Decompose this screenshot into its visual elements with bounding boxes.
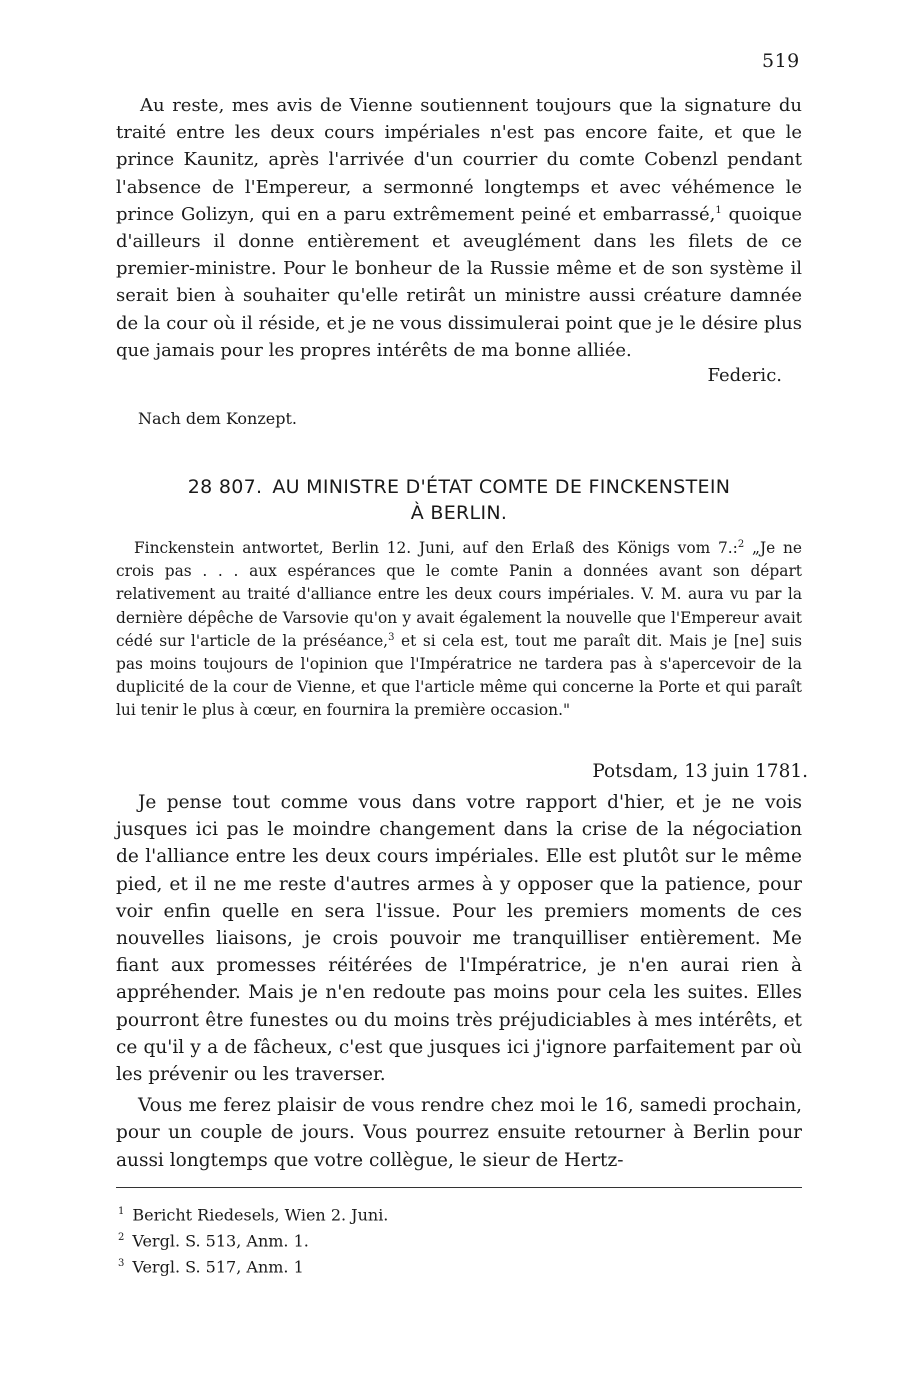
- footnote-ref-1: 1: [715, 204, 722, 216]
- letter-title: AU MINISTRE D'ÉTAT COMTE DE FINCKENSTEIN: [272, 476, 731, 498]
- reply-text-a: Finckenstein antwortet, Berlin 12. Juni, auf den Erlaß des Königs vom 7.:: [134, 539, 738, 557]
- dateline: Potsdam, 13 juin 1781.: [592, 761, 808, 782]
- footnote-3: [118, 1253, 388, 1279]
- reply-paragraph: [116, 537, 802, 723]
- footnotes: [118, 1201, 388, 1278]
- footnote-text: Vergl. S. 513, Anm. 1.: [132, 1231, 309, 1251]
- signature-row: [116, 364, 802, 390]
- footnote-ref-2: 2: [737, 538, 745, 550]
- previous-letter-ending: [116, 92, 802, 390]
- footnote-2: [118, 1227, 388, 1253]
- letter-heading: [116, 474, 802, 526]
- footnote-mark: 2: [118, 1231, 125, 1243]
- previous-text-b: quoique d'ailleurs il donne entièrement et aveuglément dans les filets de ce premier-ministre. Pour le bonheur de la Russie même et de son système il serait bien à souhaiter qu'elle retirât un ministre aussi créature damnée de la cour où il réside, et je ne vous dissimulerai point que je le désire plus que jamais pour les propres intérêts de ma bonne alliée.: [116, 203, 802, 361]
- reply-text-b: „Je ne crois pas . . . aux espérances que le comte Panin a données avant son départ relativement au traité d'alliance entre les deux cours impériales. V. M. aura vu par la dernière dépêche de Varsovie qu'on y avait également la nouvelle que l'Empereur avait cédé sur l'article de la préséance,: [116, 539, 803, 650]
- footnote-text: Vergl. S. 517, Anm. 1: [132, 1256, 304, 1276]
- letter-number: 28 807.: [187, 476, 263, 498]
- footnote-mark: 3: [118, 1257, 125, 1269]
- previous-letter-paragraph: [116, 92, 802, 364]
- reply-text-c: et si cela est, tout me paraît dit. Mais je [ne] suis pas moins toujours de l'opinion que l'Impératrice ne tardera pas à s'apercevoir de la duplicité de la cour de Vienne, et que l'article même qui concerne la Porte et qui paraît lui tenir le plus à cœur, en fournira la première occasion.": [116, 631, 802, 720]
- footnote-divider: [116, 1187, 802, 1188]
- footnote-ref-3: 3: [388, 631, 395, 643]
- footnote-1: [118, 1201, 388, 1227]
- body-paragraph-2: Vous me ferez plaisir de vous rendre chez moi le 16, samedi prochain, pour un couple de jours. Vous pourrez ensuite retourner à Berlin pour aussi longtemps que votre collègue, le sieur de Hertz-: [116, 1095, 802, 1171]
- body-paragraph-1: Je pense tout comme vous dans votre rapport d'hier, et je ne vois jusques ici pas le moindre changement dans la crise de la négociation de l'alliance entre les deux cours impériales. Elle est plutôt sur le même pied, et il ne me reste d'autres armes à y opposer que la patience, pour voir enfin quelle en sera l'issue. Pour les premiers moments de ces nouvelles liaisons, je crois pouvoir me tranquilliser entièrement. Me fiant aux promesses réitérées de l'Impératrice, je n'en aurai rien à appréhender. Mais je n'en redoute pas moins pour cela les suites. Elles pourront être funestes ou du moins très préjudiciables à mes intérêts, et ce qu'il y a de fâcheux, c'est que jusques ici j'ignore parfaitement par où les prévenir ou les traverser.: [116, 792, 802, 1086]
- previous-text-a: Au reste, mes avis de Vienne soutiennent toujours que la signature du traité entre les deux cours impériales n'est pas encore faite, et que le prince Kaunitz, après l'arrivée d'un courrier du comte Cobenzl pendant l'absence de l'Empereur, a sermonné longtemps et avec véhémence le prince Golizyn, qui en a paru extrêmement peiné et embarrassé,: [116, 95, 802, 225]
- heading-line-1: [116, 474, 802, 500]
- source-note: Nach dem Konzept.: [138, 409, 297, 428]
- footnote-text: Bericht Riedesels, Wien 2. Juni.: [132, 1205, 389, 1225]
- heading-line-2: À BERLIN.: [410, 502, 508, 524]
- footnote-mark: 1: [118, 1206, 125, 1217]
- letter-body: [116, 789, 802, 1178]
- reply-summary: [116, 537, 802, 723]
- page-number: 519: [762, 50, 800, 72]
- signature: Federic.: [707, 365, 782, 387]
